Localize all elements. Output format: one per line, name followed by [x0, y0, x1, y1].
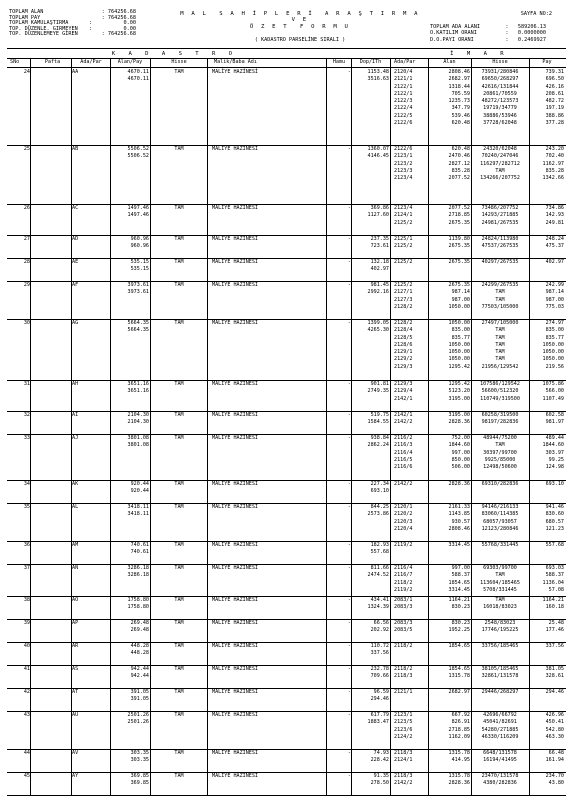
imar-ada-parsel-cell: 2125/2 2127/1 2127/3 2128/2 [394, 282, 413, 310]
pay-cell: 557.68 [545, 542, 564, 548]
alan-pay-cell: 5506.52 5506.52 [127, 146, 149, 160]
imar-hisse-cell: 48944/75200 TAM 30397/99700 9925/85000 12498/50600 [483, 435, 517, 471]
imar-hisse-cell: 23470/131578 4380/282836 [481, 773, 519, 787]
row-number: 25 [23, 146, 30, 152]
imar-hisse-cell: 38105/185465 32861/131578 [481, 666, 519, 680]
dop-ith-cell: 74.93 228.42 [370, 750, 389, 764]
hisse-cell: TAM [174, 597, 184, 603]
imar-hisse-cell: 42696/66792 45041/82691 54280/271885 46330/116209 [481, 712, 519, 740]
hisse-cell: TAM [174, 320, 184, 326]
imar-hisse-cell: 73486/207752 14293/271885 24981/267535 [481, 205, 519, 226]
hisse-cell: TAM [174, 381, 184, 387]
malik-cell: MALİYE HAZİNESİ [212, 69, 259, 75]
column-header: Ada/Par [80, 59, 102, 65]
imar-ada-parsel-cell: 2118/2 2118/3 [394, 666, 413, 680]
hisse-cell: TAM [174, 750, 184, 756]
table-column-divider [207, 58, 208, 795]
hisse-cell: TAM [174, 565, 184, 571]
dop-ith-cell: 1360.07 4146.45 [367, 146, 389, 160]
alan-pay-cell: 303.35 303.35 [130, 750, 149, 764]
imar-ada-parsel-cell: 2123/1 2123/5 2123/6 2124/2 [394, 712, 413, 740]
hamu-cell: - [347, 435, 351, 441]
alan-pay-cell: 2104.30 2104.30 [127, 412, 149, 426]
imar-hisse-cell: 69303/99700 TAM 113604/185465 5708/331445 [480, 565, 520, 593]
imar-alan-cell: 2675.35 987.14 987.00 1050.00 [448, 282, 470, 310]
form-title-line: V E [291, 17, 309, 23]
imar-ada-parsel-cell: 2121/1 [394, 689, 413, 695]
hamu-cell: - [347, 620, 351, 626]
header-total-label: TOPLAM PAY [9, 14, 41, 21]
malik-cell: MALİYE HAZİNESİ [212, 236, 259, 242]
dop-ith-cell: 369.86 1127.60 [367, 205, 389, 219]
pay-cell: 602.58 981.97 [545, 412, 564, 426]
malik-cell: MALİYE HAZİNESİ [212, 597, 259, 603]
dop-ith-cell: 96.59 294.46 [370, 689, 389, 703]
table-column-divider [150, 58, 151, 795]
hamu-cell: - [347, 666, 351, 672]
imar-ada-parsel-cell: 2125/2 [394, 259, 413, 265]
ada-parsel-cell: AD [72, 236, 79, 242]
imar-alan-cell: 1139.80 2675.35 [448, 236, 470, 250]
pay-cell: 243.20 702.40 1162.97 835.28 1342.66 [542, 146, 564, 182]
row-number: 32 [23, 412, 30, 418]
imar-hisse-cell: 33756/185465 [481, 643, 519, 649]
header-ratio-label: D.O.PAYI ORANI [430, 36, 474, 43]
pay-cell: 66.48 161.94 [545, 750, 564, 764]
hamu-cell: - [347, 565, 351, 571]
imar-alan-cell: 2161.33 1143.85 930.57 2808.46 [448, 504, 470, 532]
imar-alan-cell: 752.00 1844.60 997.00 850.00 506.00 [448, 435, 470, 471]
row-number: 38 [23, 597, 30, 603]
header-total-label: TOP. DÜZENLE. GIRMEYEN [9, 25, 78, 32]
ada-parsel-cell: AT [72, 689, 79, 695]
alan-pay-cell: 369.85 369.85 [130, 773, 149, 787]
imar-ada-parsel-cell: 2116/4 2116/7 2118/2 2119/2 [394, 565, 413, 593]
hisse-cell: TAM [174, 435, 184, 441]
hamu-cell: - [347, 597, 351, 603]
imar-hisse-cell: TAM 16018/83023 [483, 597, 517, 611]
column-header: Pafta [44, 59, 61, 65]
alan-pay-cell: 391.05 391.05 [130, 689, 149, 703]
imar-hisse-cell: 69310/282836 [481, 481, 519, 487]
row-number: 40 [23, 643, 30, 649]
imar-ada-parsel-cell: 2125/1 2125/2 [394, 236, 413, 250]
header-total-value: : 764256.68 [101, 9, 136, 15]
alan-pay-cell: 3418.11 3418.11 [127, 504, 149, 518]
row-number: 33 [23, 435, 30, 441]
imar-alan-cell: 997.00 588.37 1854.65 3314.45 [448, 565, 470, 593]
column-header: Malik/Baba Adı [214, 59, 257, 65]
header-total-value: : 0.00 [89, 25, 136, 32]
hisse-cell: TAM [174, 146, 184, 152]
row-number: 39 [23, 620, 30, 626]
hamu-cell: - [347, 750, 351, 756]
row-number: 27 [23, 236, 30, 242]
table-column-divider [71, 58, 72, 795]
row-number: 36 [23, 542, 30, 548]
header-total-label: TOPLAM KAMULAŞTIRMA [9, 20, 69, 27]
table-column-divider [390, 58, 391, 795]
malik-cell: MALİYE HAZİNESİ [212, 146, 259, 152]
alan-pay-cell: 448.28 448.28 [130, 643, 149, 657]
ada-parsel-cell: AB [72, 146, 79, 152]
imar-alan-cell: 1854.65 1315.78 [448, 666, 470, 680]
malik-cell: MALİYE HAZİNESİ [212, 565, 259, 571]
imar-alan-cell: 1164.21 830.23 [448, 597, 470, 611]
hisse-cell: TAM [174, 643, 184, 649]
imar-ada-parsel-cell: 2122/6 2123/1 2123/2 2123/3 2123/4 [394, 146, 413, 182]
dop-ith-cell: 91.35 278.50 [370, 773, 389, 787]
imar-ada-parsel-cell: 2123/4 2124/1 2125/2 [394, 205, 413, 226]
imar-alan-cell: 1050.00 835.00 835.77 1050.00 1050.00 1050.00 1295.42 [448, 320, 470, 370]
pay-cell: 234.70 43.80 [545, 773, 564, 787]
imar-alan-cell: 830.23 1952.25 [448, 620, 470, 634]
ada-parsel-cell: AP [72, 620, 79, 626]
kadastro-section-title: K A D A S T R O [111, 51, 235, 57]
hisse-cell: TAM [174, 69, 184, 75]
malik-cell: MALİYE HAZİNESİ [212, 773, 259, 779]
ada-parsel-cell: AO [72, 597, 79, 603]
dop-ith-cell: 981.45 2992.16 [367, 282, 389, 296]
imar-hisse-cell: 40297/267535 [481, 259, 519, 265]
header-ratio-value: : 0.2469927 [505, 36, 546, 43]
table-column-divider [471, 58, 472, 795]
malik-cell: MALİYE HAZİNESİ [212, 666, 259, 672]
malik-cell: MALİYE HAZİNESİ [212, 712, 259, 718]
hisse-cell: TAM [174, 205, 184, 211]
column-header: Ada/Par [394, 59, 416, 65]
hamu-cell: - [347, 259, 351, 265]
hisse-cell: TAM [174, 259, 184, 265]
header-total-value: : 764256.68 [101, 31, 136, 38]
imar-alan-cell: 2077.52 2718.85 2675.35 [448, 205, 470, 226]
imar-alan-cell: 1854.65 [448, 643, 470, 649]
table-column-divider [529, 58, 530, 795]
malik-cell: MALİYE HAZİNESİ [212, 412, 259, 418]
dop-ith-cell: 132.18 402.97 [370, 259, 389, 273]
ada-parsel-cell: AF [72, 282, 79, 288]
pay-cell: 693.10 [545, 481, 564, 487]
ada-parsel-cell: AH [72, 381, 79, 387]
ada-parsel-cell: AL [72, 504, 79, 510]
ada-parsel-cell: AU [72, 712, 79, 718]
ada-parsel-cell: AJ [72, 435, 79, 441]
imar-hisse-cell: 73931/280846 69650/268297 42616/131844 20861/70559 48272/123573 19719/34779 38886/53946 37728/62048 [481, 69, 519, 127]
dop-ith-cell: 938.84 2862.24 [367, 435, 389, 449]
imar-ada-parsel-cell: 2142/2 [394, 481, 413, 487]
row-number: 44 [23, 750, 30, 756]
header-total-value: : 0.00 [89, 20, 136, 27]
dop-ith-cell: 66.56 202.92 [370, 620, 389, 634]
hamu-cell: - [347, 320, 351, 326]
column-header: Alan/Pay [117, 59, 143, 65]
imar-ada-parsel-cell: 2083/3 2083/5 [394, 620, 413, 634]
pay-cell: 489.44 1844.60 303.97 99.25 124.98 [542, 435, 564, 471]
imar-alan-cell: 2808.46 2682.97 1318.44 705.59 1235.73 347.79 539.46 620.48 [448, 69, 470, 127]
dop-ith-cell: 519.75 1584.55 [367, 412, 389, 426]
imar-ada-parsel-cell: 2118/3 2142/2 [394, 773, 413, 787]
dop-ith-cell: 1399.05 4265.30 [367, 320, 389, 334]
imar-ada-parsel-cell: 2118/3 2124/1 [394, 750, 413, 764]
dop-ith-cell: 182.93 557.68 [370, 542, 389, 556]
imar-alan-cell: 1315.78 414.95 [448, 750, 470, 764]
hamu-cell: - [347, 689, 351, 695]
pay-cell: 426.96 450.41 542.80 463.30 [545, 712, 564, 740]
alan-pay-cell: 740.61 740.61 [130, 542, 149, 556]
row-number: 29 [23, 282, 30, 288]
hamu-cell: - [347, 643, 351, 649]
malik-cell: MALİYE HAZİNESİ [212, 750, 259, 756]
form-title-line: M A L S A H İ P L E R İ A R A Ş T I R M A [180, 11, 420, 17]
dop-ith-cell: 811.66 2474.52 [367, 565, 389, 579]
ada-parsel-cell: AM [72, 542, 79, 548]
hisse-cell: TAM [174, 773, 184, 779]
alan-pay-cell: 920.44 920.44 [130, 481, 149, 495]
imar-hisse-cell: 24824/113980 47537/267535 [481, 236, 519, 250]
row-number: 41 [23, 666, 30, 672]
hamu-cell: - [347, 69, 351, 75]
imar-alan-cell: 3195.00 2828.36 [448, 412, 470, 426]
pay-cell: 734.86 142.93 249.81 [545, 205, 564, 226]
hamu-cell: - [347, 146, 351, 152]
imar-alan-cell: 2675.35 [448, 259, 470, 265]
imar-ada-parsel-cell: 2120/1 2120/2 2120/3 2120/4 [394, 504, 413, 532]
imar-hisse-cell: 27497/105000 TAM TAM TAM TAM TAM 21956/129542 [481, 320, 519, 370]
imar-ada-parsel-cell: 2116/2 2116/3 2116/4 2116/5 2116/6 [394, 435, 413, 471]
column-header: Hisse [171, 59, 187, 65]
imar-ada-parsel-cell: 2128/2 2128/4 2128/5 2128/6 2129/1 2129/2 2129/3 [394, 320, 413, 370]
hisse-cell: TAM [174, 666, 184, 672]
malik-cell: MALİYE HAZİNESİ [212, 205, 259, 211]
table-column-divider [326, 58, 327, 795]
ada-parsel-cell: AY [72, 773, 79, 779]
hisse-cell: TAM [174, 689, 184, 695]
pay-cell: 1164.21 160.18 [542, 597, 564, 611]
form-title-line: Ö Z E T F O R M U [249, 24, 351, 30]
hamu-cell: - [347, 282, 351, 288]
column-header: Dop/İTh [359, 59, 382, 65]
form-title-line: ( KADASTRO PARSELİNE SIRALI ) [254, 37, 346, 43]
column-header: Alan [443, 59, 456, 65]
ada-parsel-cell: AV [72, 750, 79, 756]
ada-parsel-cell: AG [72, 320, 79, 326]
ada-parsel-cell: AC [72, 205, 79, 211]
pay-cell: 1075.86 566.00 1107.49 [542, 381, 564, 402]
header-ratio-value: : 589206.13 [505, 24, 546, 30]
table-column-divider [30, 58, 31, 795]
alan-pay-cell: 535.15 535.15 [130, 259, 149, 273]
imar-hisse-cell: 107586/129542 56600/512320 110749/319500 [480, 381, 520, 402]
alan-pay-cell: 1497.46 1497.46 [127, 205, 149, 219]
ada-parsel-cell: AK [72, 481, 79, 487]
header-ratio-value: : 0.0000000 [505, 30, 546, 37]
row-number: 24 [23, 69, 30, 75]
pay-cell: 402.97 [545, 259, 564, 265]
hisse-cell: TAM [174, 542, 184, 548]
row-number: 34 [23, 481, 30, 487]
malik-cell: MALİYE HAZİNESİ [212, 320, 259, 326]
pay-cell: 274.97 835.00 835.77 1050.00 1050.00 1050.00 219.56 [542, 320, 564, 370]
imar-hisse-cell: 29446/268297 [481, 689, 519, 695]
pay-cell: 739.31 696.50 426.16 208.61 482.72 197.19 388.86 377.28 [545, 69, 564, 127]
row-number: 30 [23, 320, 30, 326]
row-number: 28 [23, 259, 30, 265]
imar-hisse-cell: 6648/131578 16194/41495 [483, 750, 517, 764]
header-ratio-label: O.KATILIM ORANI [430, 30, 477, 37]
imar-alan-cell: 2828.36 [448, 481, 470, 487]
table-rule [7, 67, 566, 68]
hamu-cell: - [347, 712, 351, 718]
dop-ith-cell: 434.41 1324.39 [367, 597, 389, 611]
ada-parsel-cell: AI [72, 412, 79, 418]
hamu-cell: - [347, 412, 351, 418]
malik-cell: MALİYE HAZİNESİ [212, 620, 259, 626]
alan-pay-cell: 5664.35 5664.35 [127, 320, 149, 334]
alan-pay-cell: 2501.26 2501.26 [127, 712, 149, 726]
ada-parsel-cell: AA [72, 69, 79, 75]
pay-cell: 693.03 588.37 1136.04 57.08 [542, 565, 564, 593]
imar-hisse-cell: 24299/267535 TAM TAM 77503/105000 [481, 282, 519, 310]
row-number: 26 [23, 205, 30, 211]
hamu-cell: - [347, 481, 351, 487]
pay-cell: 248.24 475.37 [545, 236, 564, 250]
imar-ada-parsel-cell: 2120/4 2121/1 2122/1 2122/1 2122/3 2122/4 2122/5 2122/6 [394, 69, 413, 127]
table-column-divider [428, 58, 429, 795]
dop-ith-cell: 901.81 2749.35 [367, 381, 389, 395]
pay-cell: 25.48 177.46 [545, 620, 564, 634]
ada-parsel-cell: AS [72, 666, 79, 672]
imar-alan-cell: 2682.97 [448, 689, 470, 695]
imar-ada-parsel-cell: 2118/2 [394, 643, 413, 649]
alan-pay-cell: 942.44 942.44 [130, 666, 149, 680]
dop-ith-cell: 844.25 2573.86 [367, 504, 389, 518]
imar-alan-cell: 3314.45 [448, 542, 470, 548]
ada-parsel-cell: AN [72, 565, 79, 571]
hisse-cell: TAM [174, 236, 184, 242]
ada-parsel-cell: AR [72, 643, 79, 649]
hisse-cell: TAM [174, 481, 184, 487]
imar-alan-cell: 1295.42 5123.20 3195.00 [448, 381, 470, 402]
column-header: Pay [542, 59, 552, 65]
pay-cell: 242.99 987.14 987.00 775.03 [545, 282, 564, 310]
table-column-divider [351, 58, 352, 795]
hisse-cell: TAM [174, 504, 184, 510]
alan-pay-cell: 3286.18 3286.18 [127, 565, 149, 579]
column-header: SNo [10, 59, 20, 65]
hamu-cell: - [347, 773, 351, 779]
imar-ada-parsel-cell: 2119/2 [394, 542, 413, 548]
alan-pay-cell: 3801.08 3801.08 [127, 435, 149, 449]
alan-pay-cell: 3651.16 3651.16 [127, 381, 149, 395]
hamu-cell: - [347, 381, 351, 387]
table-column-divider [110, 58, 111, 795]
imar-hisse-cell: 60258/319500 98197/282836 [481, 412, 519, 426]
header-total-label: TOP. DÜZENLEMEYE GİREN [9, 31, 78, 38]
hisse-cell: TAM [174, 282, 184, 288]
malik-cell: MALİYE HAZİNESİ [212, 282, 259, 288]
row-number: 42 [23, 689, 30, 695]
column-header: Hisse [492, 59, 508, 65]
hisse-cell: TAM [174, 620, 184, 626]
malik-cell: MALİYE HAZİNESİ [212, 504, 259, 510]
dop-ith-cell: 237.35 723.61 [370, 236, 389, 250]
row-number: 35 [23, 504, 30, 510]
imar-hisse-cell: 24320/62048 70240/247046 116297/282712 TAM 134266/207752 [480, 146, 520, 182]
page-number: SAYFA NO:2 [520, 11, 552, 17]
header-total-label: TOPLAM ALAN [9, 9, 44, 15]
malik-cell: MALİYE HAZİNESİ [212, 481, 259, 487]
dop-ith-cell: 227.34 693.10 [370, 481, 389, 495]
alan-pay-cell: 4670.11 4670.11 [127, 69, 149, 83]
table-rule [7, 48, 566, 49]
pay-cell: 941.46 830.60 680.57 121.23 [545, 504, 564, 532]
pay-cell: 337.56 [545, 643, 564, 649]
malik-cell: MALİYE HAZİNESİ [212, 643, 259, 649]
row-number: 37 [23, 565, 30, 571]
hamu-cell: - [347, 205, 351, 211]
imar-hisse-cell: 94146/216133 83060/114385 68057/93057 12123/280846 [481, 504, 519, 532]
header-total-value: : 764256.68 [101, 14, 136, 21]
imar-alan-cell: 667.92 826.91 2718.85 1162.09 [448, 712, 470, 740]
imar-hisse-cell: 55768/331445 [481, 542, 519, 548]
column-header: Hamu [332, 59, 346, 65]
pay-cell: 381.05 328.61 [545, 666, 564, 680]
dop-ith-cell: 1153.48 3516.63 [367, 69, 389, 83]
hamu-cell: - [347, 542, 351, 548]
malik-cell: MALİYE HAZİNESİ [212, 381, 259, 387]
malik-cell: MALİYE HAZİNESİ [212, 435, 259, 441]
ada-parsel-cell: AE [72, 259, 79, 265]
dop-ith-cell: 232.78 709.66 [370, 666, 389, 680]
imar-ada-parsel-cell: 2129/3 2129/4 2142/1 [394, 381, 413, 402]
malik-cell: MALİYE HAZİNESİ [212, 542, 259, 548]
imar-alan-cell: 620.48 2470.46 2827.12 835.28 2077.52 [448, 146, 470, 182]
row-number: 45 [23, 773, 30, 779]
imar-alan-cell: 1315.78 2828.36 [448, 773, 470, 787]
alan-pay-cell: 269.48 269.48 [130, 620, 149, 634]
malik-cell: MALİYE HAZİNESİ [212, 689, 259, 695]
pay-cell: 294.46 [545, 689, 564, 695]
hamu-cell: - [347, 236, 351, 242]
imar-hisse-cell: 2548/83023 17746/195225 [481, 620, 519, 634]
alan-pay-cell: 1758.80 1758.80 [127, 597, 149, 611]
malik-cell: MALİYE HAZİNESİ [212, 259, 259, 265]
hisse-cell: TAM [174, 412, 184, 418]
imar-section-title: İ M A R [450, 51, 506, 57]
alan-pay-cell: 960.96 960.96 [130, 236, 149, 250]
header-ratio-label: TOPLAM ADA ALANI [430, 24, 480, 30]
dop-ith-cell: 110.72 337.56 [370, 643, 389, 657]
alan-pay-cell: 3973.61 3973.61 [127, 282, 149, 296]
dop-ith-cell: 617.79 1883.47 [367, 712, 389, 726]
imar-ada-parsel-cell: 2083/1 2083/3 [394, 597, 413, 611]
hisse-cell: TAM [174, 712, 184, 718]
hamu-cell: - [347, 504, 351, 510]
imar-ada-parsel-cell: 2142/1 2142/2 [394, 412, 413, 426]
row-number: 31 [23, 381, 30, 387]
row-number: 43 [23, 712, 30, 718]
